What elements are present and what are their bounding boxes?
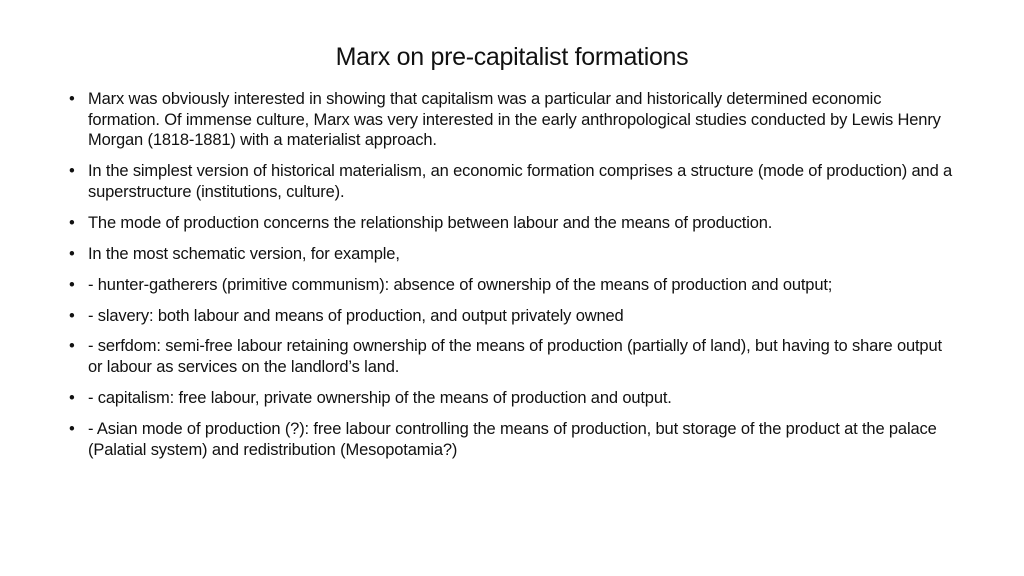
bullet-item xyxy=(69,275,954,296)
bullet-icon: • xyxy=(69,419,75,438)
bullet-text: - slavery: both labour and means of production, and output privately owned xyxy=(88,306,624,325)
bullet-icon: • xyxy=(69,389,75,408)
bullet-text: In the most schematic version, for example, xyxy=(88,244,400,263)
bullet-icon: • xyxy=(69,162,75,181)
bullet-icon: • xyxy=(69,213,75,232)
bullet-text: - serfdom: semi-free labour retaining ownership of the means of production (partially of land), but having to share output or labour as services on the landlord’s land. xyxy=(88,337,942,377)
bullet-icon: • xyxy=(69,275,75,294)
bullet-text: Marx was obviously interested in showing that capitalism was a particular and historically determined economic formation. Of immense culture, Marx was very interested in the early anthropological studies conducted by Lewis Henry Morgan (1818-1881) with a materialist approach. xyxy=(88,90,941,150)
bullet-text: - capitalism: free labour, private ownership of the means of production and output. xyxy=(88,389,672,408)
bullet-icon: • xyxy=(69,337,75,356)
bullet-item xyxy=(69,336,954,377)
bullet-list xyxy=(69,89,954,471)
bullet-item xyxy=(69,244,954,265)
bullet-text: - hunter-gatherers (primitive communism): absence of ownership of the means of production and output; xyxy=(88,275,833,294)
bullet-item xyxy=(69,213,954,234)
bullet-item xyxy=(69,306,954,327)
bullet-icon: • xyxy=(69,306,75,325)
bullet-text: In the simplest version of historical materialism, an economic formation comprises a structure (mode of production) and a superstructure (institutions, culture). xyxy=(88,162,953,201)
bullet-item xyxy=(69,388,954,409)
bullet-item xyxy=(69,419,954,460)
bullet-icon: • xyxy=(69,90,75,108)
bullet-text: The mode of production concerns the relationship between labour and the means of production. xyxy=(88,213,773,232)
bullet-text: - Asian mode of production (?): free labour controlling the means of production, but storage of the product at the palace (Palatial system) and redistribution (Mesopotamia?) xyxy=(88,419,937,459)
bullet-item xyxy=(69,89,954,151)
slide-title: Marx on pre-capitalist formations xyxy=(335,43,689,71)
bullet-item xyxy=(69,161,954,202)
bullet-icon: • xyxy=(69,244,75,263)
